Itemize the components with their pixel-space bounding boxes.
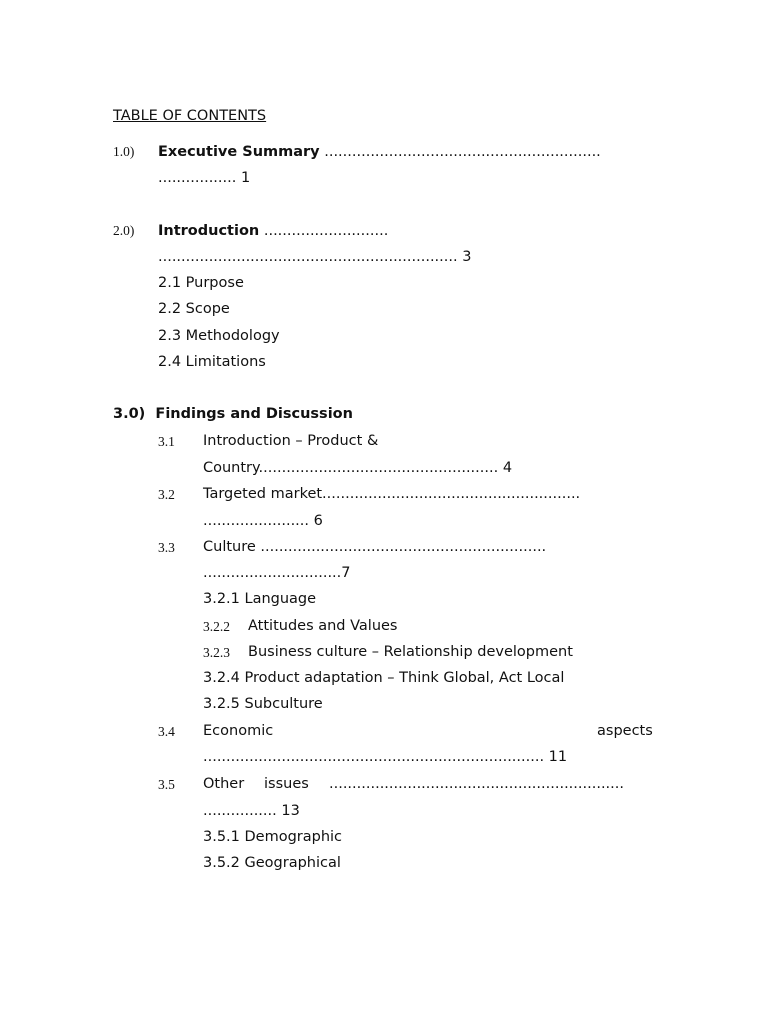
toc-entry-culture: Culture .............................................................. (203, 539, 547, 555)
toc-entry-product-country: Introduction – Product & (203, 433, 379, 449)
subsection-limitations: 2.4 Limitations (158, 354, 266, 370)
toc-entry-introduction (158, 222, 388, 240)
subsection-business-culture: Business culture – Relationship development (248, 644, 573, 660)
leader-dots-page: ................................................................. 3 (158, 249, 472, 265)
subsection-methodology: 2.3 Methodology (158, 328, 280, 344)
subsection-geographical: 3.5.2 Geographical (203, 855, 341, 871)
section-number: 2.0) (113, 223, 135, 238)
subsection-product-adaptation: 3.2.4 Product adaptation – Think Global, Act Local (203, 670, 565, 686)
section-number: 3.4 (158, 724, 175, 739)
toc-heading: TABLE OF CONTENTS (113, 108, 267, 124)
leader-dots-page: ................. 1 (158, 170, 251, 186)
entry-title: Introduction (158, 223, 260, 239)
entry-word: Other (203, 776, 245, 792)
toc-entry-executive-summary (158, 143, 601, 161)
subsection-attitudes: Attitudes and Values (248, 618, 398, 634)
section-number: 3.2 (158, 487, 175, 502)
leader-dots-page: ..............................7 (203, 565, 351, 581)
subsection-language: 3.2.1 Language (203, 591, 317, 607)
section-heading-findings: 3.0) Findings and Discussion (113, 406, 353, 422)
leader-dots-page: ....................... 6 (203, 513, 323, 529)
section-number: 3.1 (158, 434, 175, 449)
subsection-demographic: 3.5.1 Demographic (203, 829, 343, 845)
leader-dots: ................................................................ (329, 776, 624, 792)
section-number: 3.2.2 (203, 619, 230, 634)
entry-word: issues (264, 776, 309, 792)
entry-word: aspects (597, 723, 653, 739)
leader-dots: ........................... (259, 223, 389, 239)
entry-title: Executive Summary (158, 144, 320, 160)
subsection-purpose: 2.1 Purpose (158, 275, 244, 291)
subsection-scope: 2.2 Scope (158, 301, 230, 317)
section-number: 1.0) (113, 144, 135, 159)
entry-word: Economic (203, 723, 274, 739)
leader-dots-page: .......................................................................... 11 (203, 749, 568, 765)
leader-dots-page: Country.................................................... 4 (203, 460, 513, 476)
subsection-subculture: 3.2.5 Subculture (203, 696, 323, 712)
section-number: 3.5 (158, 777, 175, 792)
section-number: 3.2.3 (203, 645, 230, 660)
leader-dots: ............................................................ (319, 144, 601, 160)
toc-entry-targeted-market: Targeted market........................................................ (203, 486, 581, 502)
section-number: 3.3 (158, 540, 175, 555)
leader-dots-page: ................ 13 (203, 803, 300, 819)
